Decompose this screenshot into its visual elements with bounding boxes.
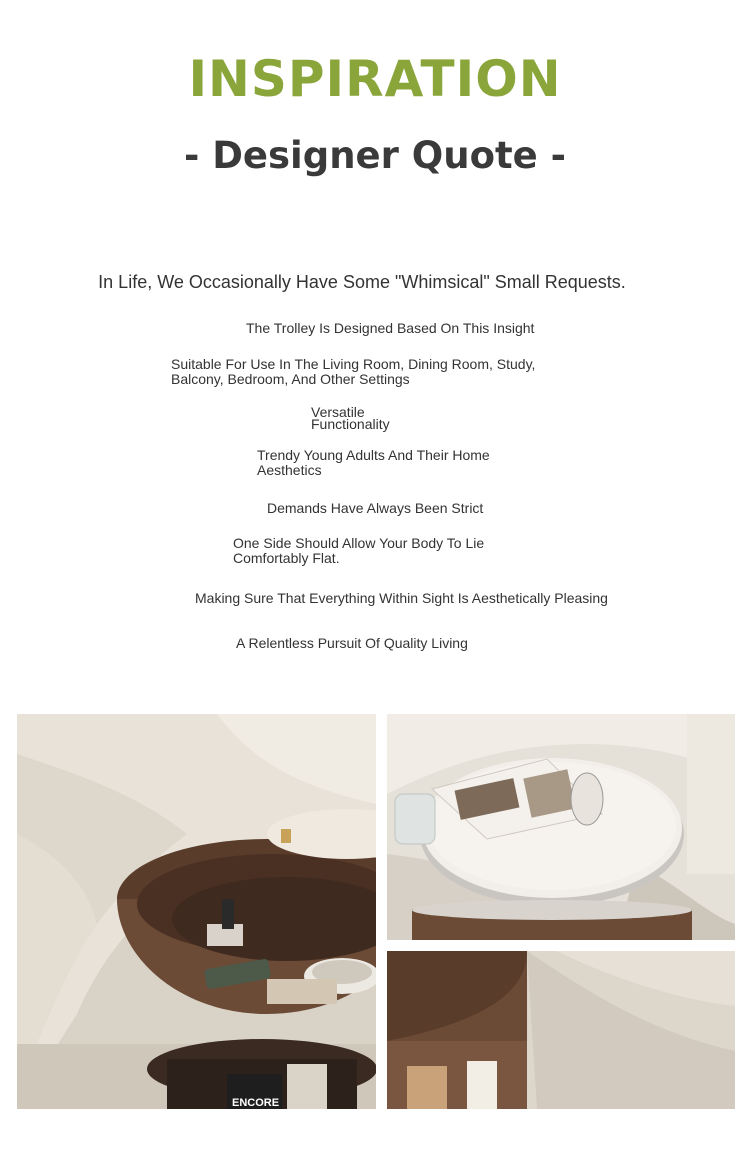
product-photo-open-table	[17, 714, 376, 1109]
quote-line-4: Trendy Young Adults And Their Home Aesthetics	[257, 447, 490, 478]
quote-line-2: Suitable For Use In The Living Room, Dining Room, Study, Balcony, Bedroom, And Other Settings	[171, 356, 536, 387]
page-title: INSPIRATION	[188, 50, 562, 108]
quote-line-8: A Relentless Pursuit Of Quality Living	[236, 635, 468, 651]
quote-line-6: One Side Should Allow Your Body To Lie Comfortably Flat.	[233, 535, 485, 566]
section-subtitle: - Designer Quote -	[183, 134, 567, 177]
quote-lead: In Life, We Occasionally Have Some "Whimsical" Small Requests.	[98, 272, 626, 292]
product-photo-walnut-detail	[387, 951, 735, 1109]
quote-line-7: Making Sure That Everything Within Sight Is Aesthetically Pleasing	[195, 590, 608, 606]
quote-line-3: Versatile Functionality	[311, 404, 390, 432]
book-label: ENCORE	[232, 1097, 280, 1109]
quote-line-5: Demands Have Always Been Strict	[267, 500, 484, 516]
product-photo-table-top	[387, 714, 735, 940]
quote-line-1: The Trolley Is Designed Based On This Insight	[246, 320, 535, 336]
